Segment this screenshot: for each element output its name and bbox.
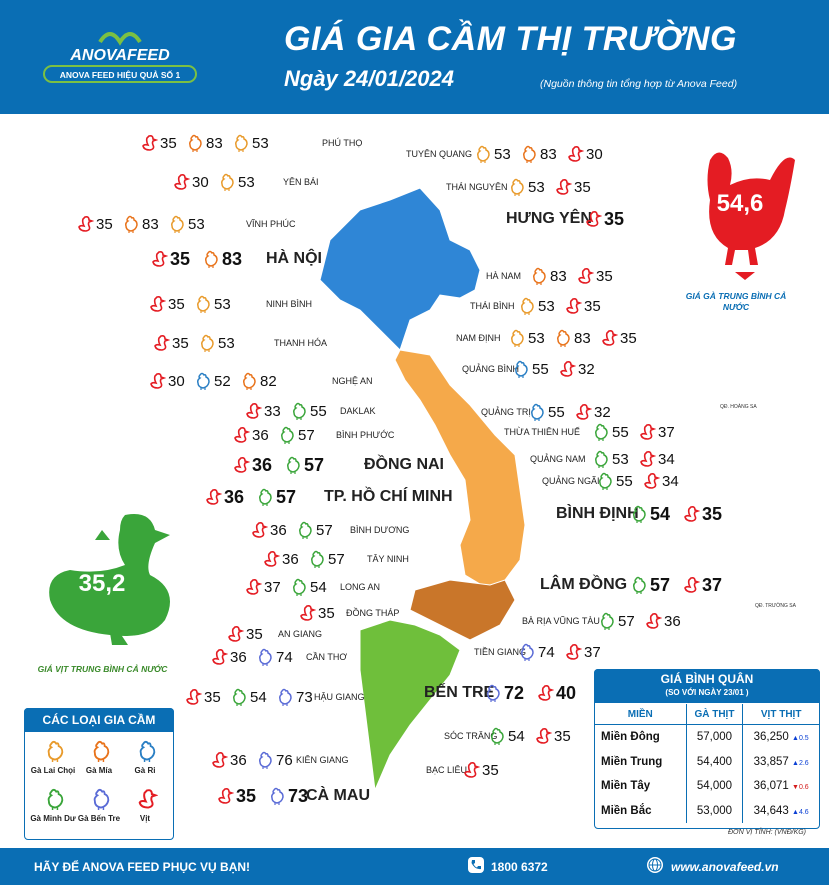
price-value: 36 [230,649,247,666]
vit-icon [298,604,316,622]
vit-icon [600,329,618,347]
price-value: 35 [702,504,723,524]
price-value: 57 [304,455,325,475]
column-header-duck: VỊT THỊT [743,704,819,725]
legend-label: Gà Ri [134,766,156,775]
price-value: 55 [612,424,629,441]
ga-mia-icon [90,740,112,762]
ga-mia-icon [530,267,548,285]
province-label: VĨNH PHÚC [246,219,296,229]
province-label: NAM ĐỊNH [456,333,501,343]
vit-icon [204,488,222,506]
price-value: 35 [596,268,613,285]
price-value: 54 [310,579,327,596]
price-value: 83 [222,249,243,269]
price-value: 36 [282,551,299,568]
truong-sa-label: QĐ. TRƯỜNG SA [755,603,796,609]
ga-mia-icon [202,250,220,268]
vit-icon [558,360,576,378]
ga-mia-icon [520,145,538,163]
price-value: 34 [662,473,679,490]
duck-price-cell [743,750,819,775]
vit-icon [644,612,662,630]
price-value: 73 [296,689,313,706]
ga-minh-du-icon [290,578,308,596]
price-value: 82 [260,373,277,390]
duck-price: 33,857 [753,755,789,768]
price-value: 54 [250,689,267,706]
price-value: 30 [168,373,185,390]
price-value: 57 [316,522,333,539]
price-value: 83 [550,268,567,285]
price-value: 35 [160,135,177,152]
change-value: 4.6 [798,808,809,816]
unit-note: ĐƠN VỊ TÍNH: (VNĐ/KG) [728,829,807,836]
region-cell: Miền Bắc [601,804,652,817]
price-value: 53 [252,135,269,152]
price-value: 36 [224,487,245,507]
ga-minh-du-icon [598,612,616,630]
province-label: SÓC TRĂNG [444,731,498,741]
legend-label: Gà Bến Tre [77,814,121,823]
price-value: 83 [206,135,223,152]
ga-minh-du-icon [44,788,66,810]
price-value: 35 [246,626,263,643]
region-cell: Miền Trung [601,755,663,768]
change-indicator: ▲4.6 [792,808,809,816]
province-label: HƯNG YÊN [506,210,592,227]
price-value: 57 [328,551,345,568]
province-label: HÀ NAM [486,271,522,281]
price-value: 57 [276,487,297,507]
price-value: 37 [702,575,723,595]
logo-text: ANOVAFEED [70,47,170,64]
legend-title: CÁC LOẠI GIA CẦM [24,708,174,732]
province-label: BẠC LIÊU [426,765,468,775]
vit-icon [140,134,158,152]
province-label: NINH BÌNH [266,299,313,309]
province-label: PHÚ THỌ [322,138,363,148]
ga-minh-du-icon [284,456,302,474]
vit-icon [462,761,480,779]
price-value: 55 [548,404,565,421]
province-label: CÀ MAU [306,787,370,804]
vit-icon [584,210,602,228]
legend-label: Vịt [139,814,151,823]
province-label: THANH HÓA [274,338,328,348]
price-value: 53 [188,216,205,233]
average-price-table [595,704,819,823]
province-label: TIỀN GIANG [474,647,527,657]
province-label: BÌNH PHƯỚC [336,430,395,440]
vit-icon [682,505,700,523]
vit-icon [150,250,168,268]
price-value: 74 [538,644,555,661]
duck-average-caption: GIÁ VỊT TRUNG BÌNH CẢ NƯỚC [37,664,168,674]
province-label: THÁI NGUYÊN [446,182,508,192]
price-value: 52 [214,373,231,390]
duck-average-value: 35,2 [78,570,126,597]
vit-icon [148,295,166,313]
province-label: QUẢNG TRỊ [481,407,531,417]
region-cell: Miền Đông [601,731,660,744]
chicken-average-caption: GIÁ GÀ TRUNG BÌNH CẢ NƯỚC [685,291,787,312]
north-region [320,188,480,350]
price-value: 36 [252,427,269,444]
province-label: QUẢNG NGÃI [542,476,600,486]
ga-lai-choi-icon [232,134,250,152]
price-value: 53 [528,330,545,347]
legend-label: Gà Minh Dư [30,814,76,823]
price-value: 35 [168,296,185,313]
table-row [595,799,819,824]
chicken-price-cell: 54,000 [686,774,743,799]
price-value: 54 [650,504,671,524]
price-value: 35 [96,216,113,233]
ga-minh-du-icon [290,402,308,420]
chicken-average-value: 54,6 [716,190,764,217]
ga-ben-tre-icon [518,643,536,661]
ga-lai-choi-icon [218,173,236,191]
price-value: 36 [252,455,273,475]
price-value: 36 [270,522,287,539]
ga-ben-tre-icon [276,688,294,706]
vit-icon [638,450,656,468]
province-label: AN GIANG [278,629,323,639]
price-value: 32 [578,361,595,378]
chicken-price-cell: 57,000 [686,725,743,750]
price-value: 53 [538,298,555,315]
column-header-chicken: GÀ THỊT [686,704,743,725]
duck-price: 36,250 [753,731,789,744]
province-label: DAKLAK [340,406,376,416]
vit-icon [226,625,244,643]
province-label: CẦN THƠ [306,652,348,662]
duck-price-cell [743,774,819,799]
price-value: 74 [276,649,293,666]
ga-lai-choi-icon [508,329,526,347]
vit-icon [536,684,554,702]
change-value: 0.6 [798,784,809,792]
footer-website[interactable]: www.anovafeed.vn [671,860,779,874]
vit-icon [210,648,228,666]
ga-lai-choi-icon [44,740,66,762]
province-label: TP. HỒ CHÍ MINH [324,488,453,505]
source-note: (Nguồn thông tin tổng hợp từ Anova Feed) [540,78,738,90]
province-label: NGHỆ AN [332,376,373,386]
legend-label: Gà Lai Chọi [30,766,76,775]
ga-ri-icon [528,403,546,421]
price-value: 83 [574,330,591,347]
vit-icon [172,173,190,191]
price-value: 55 [310,403,327,420]
table-row [595,750,819,775]
vit-icon [642,472,660,490]
province-label: HÀ NỘI [266,250,322,267]
price-value: 53 [214,296,231,313]
price-value: 72 [504,683,525,703]
price-value: 35 [620,330,637,347]
ga-minh-du-icon [488,727,506,745]
anova-logo [40,22,200,86]
price-value: 57 [650,575,671,595]
ga-minh-du-icon [630,505,648,523]
vit-icon [566,145,584,163]
ga-ben-tre-icon [90,788,112,810]
change-indicator: ▲0.5 [792,735,809,743]
ga-minh-du-icon [592,423,610,441]
price-value: 37 [658,424,675,441]
globe-icon [646,856,664,874]
price-value: 35 [584,298,601,315]
vit-icon [262,550,280,568]
price-value: 30 [192,174,209,191]
ga-minh-du-icon [592,450,610,468]
duck-price-cell [743,725,819,750]
price-value: 30 [586,146,603,163]
province-label: KIÊN GIANG [296,755,349,765]
price-value: 55 [616,473,633,490]
price-value: 53 [238,174,255,191]
change-value: 2.6 [798,759,809,767]
price-value: 36 [664,613,681,630]
province-label: TÂY NINH [367,554,409,564]
ga-minh-du-icon [308,550,326,568]
duck-price-cell [743,799,819,824]
province-label: THÁI BÌNH [470,301,515,311]
price-value: 35 [236,786,257,806]
average-price-subtitle: (SO VỚI NGÀY 23/01 ) [665,688,749,697]
vit-icon [136,788,158,810]
table-row [595,725,819,750]
price-value: 40 [556,683,577,703]
province-label: QUẢNG BÌNH [462,364,520,374]
page-title: GIÁ GIA CẦM THỊ TRƯỜNG [284,20,737,58]
ga-mia-icon [186,134,204,152]
ga-minh-du-icon [296,521,314,539]
ga-mia-icon [240,372,258,390]
date-label: Ngày 24/01/2024 [284,66,455,91]
region-cell: Miền Tây [601,780,651,793]
chicken-price-cell: 53,000 [686,799,743,824]
vit-icon [232,426,250,444]
ga-minh-du-icon [630,576,648,594]
vit-icon [184,688,202,706]
vit-icon [210,751,228,769]
province-label: ĐỒNG THÁP [346,608,400,618]
ga-mia-icon [122,215,140,233]
ga-lai-choi-icon [474,145,492,163]
change-indicator: ▲2.6 [792,759,809,767]
province-label: BÌNH ĐỊNH [556,505,639,522]
price-value: 35 [204,689,221,706]
price-value: 35 [482,762,499,779]
vit-icon [554,178,572,196]
vit-icon [244,402,262,420]
price-value: 34 [658,451,675,468]
ga-mia-icon [554,329,572,347]
price-value: 53 [528,179,545,196]
legend-label: Gà Mía [85,766,113,775]
price-value: 32 [594,404,611,421]
vit-icon [576,267,594,285]
province-label: ĐỒNG NAI [364,456,444,473]
ga-ben-tre-icon [268,787,286,805]
price-value: 57 [618,613,635,630]
ga-ben-tre-icon [484,684,502,702]
price-value: 35 [172,335,189,352]
ga-ri-icon [136,740,158,762]
vit-icon [682,576,700,594]
ga-lai-choi-icon [518,297,536,315]
ga-minh-du-icon [230,688,248,706]
vit-icon [232,456,250,474]
price-value: 35 [574,179,591,196]
ga-minh-du-icon [596,472,614,490]
ga-lai-choi-icon [508,178,526,196]
price-value: 53 [494,146,511,163]
ga-ben-tre-icon [256,648,274,666]
province-label: QUẢNG NAM [530,454,586,464]
vit-icon [244,578,262,596]
vit-icon [534,727,552,745]
change-indicator: ▼0.6 [792,784,809,792]
ga-lai-choi-icon [198,334,216,352]
change-value: 0.5 [798,735,809,743]
province-label: LONG AN [340,582,381,592]
price-value: 83 [142,216,159,233]
province-label: HẬU GIANG [314,692,365,702]
ga-lai-choi-icon [168,215,186,233]
vit-icon [76,215,94,233]
ga-ri-icon [194,372,212,390]
ga-ri-icon [512,360,530,378]
price-value: 53 [218,335,235,352]
province-label: TUYÊN QUANG [406,149,473,159]
hoang-sa-label: QĐ. HOÀNG SA [720,404,757,410]
vit-icon [564,643,582,661]
average-price-title: GIÁ BÌNH QUÂN [660,672,754,686]
vit-icon [250,521,268,539]
vit-icon [574,403,592,421]
footer-phone[interactable]: 1800 6372 [491,860,548,874]
province-label: BÌNH DƯƠNG [350,525,410,535]
price-value: 73 [288,786,309,806]
price-value: 36 [230,752,247,769]
province-label: YÊN BÁI [283,177,319,187]
price-value: 76 [276,752,293,769]
ga-ben-tre-icon [256,751,274,769]
price-value: 35 [604,209,625,229]
duck-price: 34,643 [753,804,789,817]
price-value: 53 [612,451,629,468]
vit-icon [564,297,582,315]
vit-icon [638,423,656,441]
logo-tagline: ANOVA FEED HIỆU QUẢ SỐ 1 [59,70,181,80]
price-value: 33 [264,403,281,420]
table-row [595,774,819,799]
price-value: 57 [298,427,315,444]
vit-icon [148,372,166,390]
column-header-region: MIỀN [595,704,686,725]
ga-lai-choi-icon [194,295,212,313]
price-value: 83 [540,146,557,163]
duck-price: 36,071 [753,780,789,793]
footer-slogan: HÃY ĐỂ ANOVA FEED PHỤC VỤ BẠN! [34,860,251,874]
ga-minh-du-icon [278,426,296,444]
price-value: 55 [532,361,549,378]
province-label: BÀ RỊA VŨNG TÀU [522,616,600,626]
price-value: 35 [554,728,571,745]
province-label: LÂM ĐỒNG [540,576,628,593]
price-value: 35 [318,605,335,622]
vit-icon [216,787,234,805]
price-value: 54 [508,728,525,745]
province-label: BẾN TRE [424,684,495,701]
phone-icon [467,856,485,874]
ga-minh-du-icon [256,488,274,506]
price-value: 37 [584,644,601,661]
vit-icon [152,334,170,352]
chicken-price-cell: 54,400 [686,750,743,775]
province-label: THỪA THIÊN HUẾ [504,427,581,437]
price-value: 37 [264,579,281,596]
price-value: 35 [170,249,191,269]
